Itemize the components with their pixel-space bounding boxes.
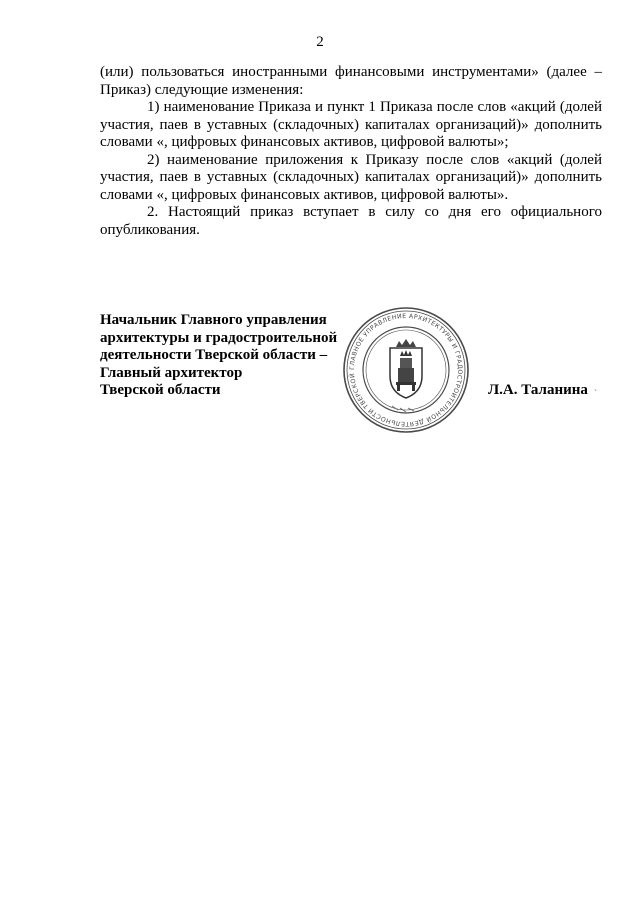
- signature-title-line: деятельности Тверской области –: [100, 347, 328, 363]
- signature-title-line: Тверской области: [100, 382, 221, 398]
- signature-title-line: Начальник Главного управления: [100, 312, 327, 328]
- page-number: 2: [316, 34, 324, 50]
- coat-of-arms-icon: [390, 339, 422, 398]
- mark-tick: `: [594, 388, 597, 398]
- paragraph-continuation: (или) пользоваться иностранными финансовыми инструментами» (далее – Приказ) следующие изменения:: [100, 64, 602, 98]
- signature-title-line: Главный архитектор: [100, 364, 243, 381]
- paragraph-item-1: 1) наименование Приказа и пункт 1 Приказа после слов «акций (долей участия, паев в уставных (складочных) капиталах организаций)» дополнить словами «, цифровых финансовых активов, цифровой валюты»;: [100, 99, 602, 150]
- seal-ring-text: ГЛАВНОЕ УПРАВЛЕНИЕ АРХИТЕКТУРЫ И ГРАДОСТРОИТЕЛЬНОЙ ДЕЯТЕЛЬНОСТИ ТВЕРСКОЙ: [348, 312, 464, 428]
- paragraph-effective-date: 2. Настоящий приказ вступает в силу со дня его официального опубликования.: [100, 204, 602, 238]
- signature-title-line: архитектуры и градостроительной: [100, 329, 338, 346]
- document-body: [100, 64, 602, 239]
- signer-name: Л.А. Таланина: [488, 382, 588, 398]
- official-seal-icon: [342, 306, 470, 434]
- signature-title: [100, 312, 340, 400]
- paragraph-item-2: 2) наименование приложения к Приказу после слов «акций (долей участия, паев в уставных (складочных) капиталах организаций)» дополнить словами «, цифровых финансовых активов, цифровой валюты».: [100, 151, 602, 203]
